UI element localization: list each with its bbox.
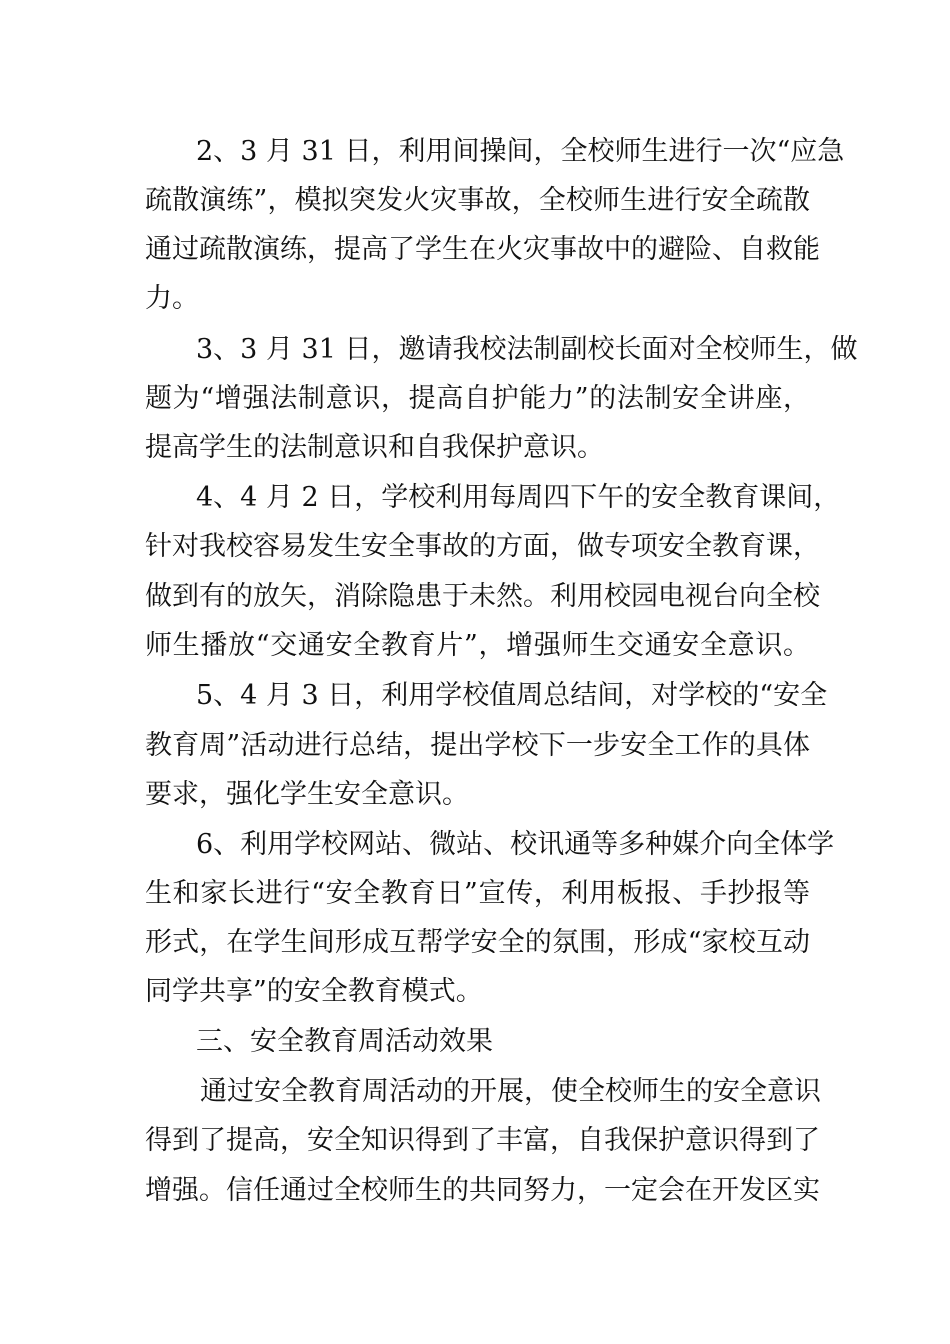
paragraph-line: 针对我校容易发生安全事故的方面，做专项安全教育课， [145,531,820,562]
paragraph-line: 5、4 月 3 日，利用学校值周总结间，对学校的“安全 [196,680,828,711]
section-heading: 三、安全教育周活动效果 [196,1026,493,1057]
paragraph-line: 要求，强化学生安全意识。 [145,779,469,810]
paragraph-line: 教育周”活动进行总结，提出学校下一步安全工作的具体 [145,730,810,761]
paragraph-line: 2、3 月 31 日，利用间操间，全校师生进行一次“应急 [196,136,845,167]
paragraph-line: 通过安全教育周活动的开展，使全校师生的安全意识 [200,1076,821,1107]
paragraph-line: 通过疏散演练，提高了学生在火灾事故中的避险、自救能 [145,234,820,265]
paragraph-line: 生和家长进行“安全教育日”宣传，利用板报、手抄报等 [145,878,810,909]
paragraph-line: 提高学生的法制意识和自我保护意识。 [145,432,604,463]
paragraph-line: 同学共享”的安全教育模式。 [145,976,483,1007]
paragraph-line: 力。 [145,283,199,314]
paragraph-line: 形式，在学生间形成互帮学安全的氛围，形成“家校互动 [145,927,810,958]
paragraph-line: 3、3 月 31 日，邀请我校法制副校长面对全校师生，做 [196,334,858,365]
paragraph-line: 师生播放“交通安全教育片”，增强师生交通安全意识。 [145,630,810,661]
paragraph-line: 疏散演练”，模拟突发火灾事故，全校师生进行安全疏散 [145,185,810,216]
paragraph-line: 题为“增强法制意识，提高自护能力”的法制安全讲座， [145,383,810,414]
paragraph-line: 得到了提高，安全知识得到了丰富，自我保护意识得到了 [145,1125,820,1156]
paragraph-line: 6、利用学校网站、微站、校讯通等多种媒介向全体学 [196,829,835,860]
paragraph-line: 4、4 月 2 日，学校利用每周四下午的安全教育课间， [196,482,841,513]
paragraph-line: 增强。信任通过全校师生的共同努力，一定会在开发区实 [145,1175,820,1206]
paragraph-line: 做到有的放矢，消除隐患于未然。利用校园电视台向全校 [145,581,820,612]
